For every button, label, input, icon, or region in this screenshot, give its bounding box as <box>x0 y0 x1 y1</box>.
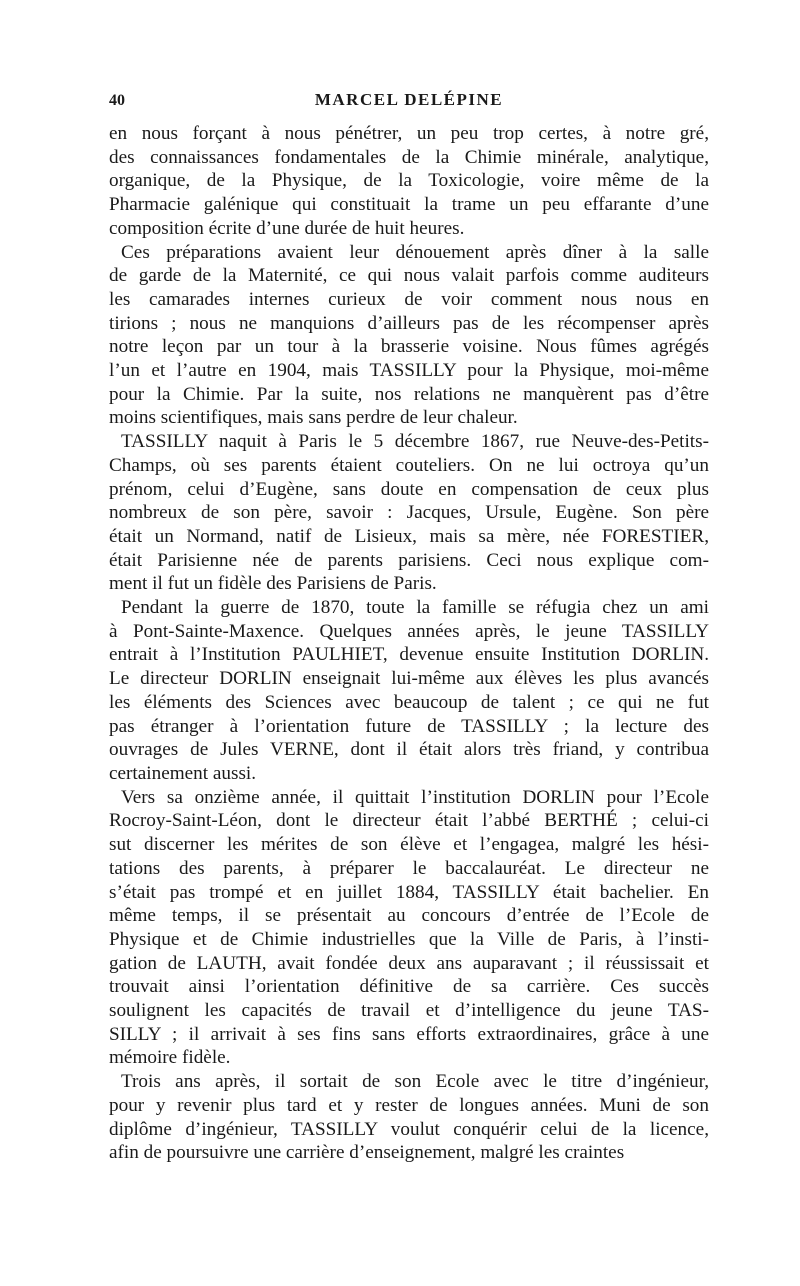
text-line: Physique et de Chimie industrielles que la Ville de Paris, à l’insti- <box>109 928 709 950</box>
text-line: ment il fut un fidèle des Parisiens de Paris. <box>109 573 437 595</box>
text-line: tirions ; nous ne manquions d’ailleurs pas de les récompenser après <box>109 312 709 334</box>
text-line: Pendant la guerre de 1870, toute la famille se réfugia chez un ami <box>121 597 709 619</box>
text-line: prénom, celui d’Eugène, sans doute en compensation de ceux plus <box>109 478 709 500</box>
text-line: pas étranger à l’orientation future de TASSILLY ; la lecture des <box>109 715 709 737</box>
text-line: Ces préparations avaient leur dénouement après dîner à la salle <box>121 241 709 263</box>
running-head: MARCEL DELÉPINE <box>314 90 504 109</box>
text-line: pour la Chimie. Par la suite, nos relations ne manquèrent pas d’être <box>109 383 709 405</box>
text-line: en nous forçant à nous pénétrer, un peu trop certes, à notre gré, <box>109 123 709 144</box>
text-line: à Pont-Sainte-Maxence. Quelques années après, le jeune TASSILLY <box>109 620 709 642</box>
text-line: Vers sa onzième année, il quittait l’institution DORLIN pour l’Ecole <box>121 786 709 808</box>
text-line: TASSILLY naquit à Paris le 5 décembre 1867, rue Neuve-des-Petits- <box>121 431 709 453</box>
book-page <box>109 88 709 1165</box>
text-line: mémoire fidèle. <box>109 1047 231 1069</box>
paragraph <box>109 1070 709 1165</box>
text-line: tations des parents, à préparer le baccalauréat. Le directeur ne <box>109 857 709 879</box>
text-line: trouvait ainsi l’orientation définitive de sa carrière. Ces succès <box>109 976 709 998</box>
text-line: l’un et l’autre en 1904, mais TASSILLY pour la Physique, moi-même <box>109 360 709 382</box>
text-line: était Parisienne née de parents parisiens. Ceci nous explique com- <box>109 549 709 571</box>
paragraph <box>109 122 709 241</box>
text-line: soulignent les capacités de travail et d’intelligence du jeune TAS- <box>109 1000 709 1022</box>
text-line: certainement aussi. <box>109 762 257 784</box>
text-line: pour y revenir plus tard et y rester de longues années. Muni de son <box>109 1094 709 1116</box>
paragraph <box>109 786 709 1070</box>
text-line: composition écrite d’une durée de huit heures. <box>109 217 465 239</box>
text-line: les camarades internes curieux de voir comment nous nous en <box>109 288 709 310</box>
page-header <box>109 88 709 122</box>
text-line: gation de LAUTH, avait fondée deux ans auparavant ; il réussissait et <box>109 952 709 974</box>
text-line: ouvrages de Jules VERNE, dont il était alors très friand, y contribua <box>109 739 709 761</box>
text-line: nombreux de son père, savoir : Jacques, Ursule, Eugène. Son père <box>109 502 709 524</box>
text-line: moins scientifiques, mais sans perdre de leur chaleur. <box>109 407 518 429</box>
paragraph <box>109 430 709 596</box>
text-line: notre leçon par un tour à la brasserie voisine. Nous fûmes agrégés <box>109 336 709 358</box>
text-line: sut discerner les mérites de son élève et l’engagea, malgré les hési- <box>109 834 709 856</box>
text-line: afin de poursuivre une carrière d’enseignement, malgré les craintes <box>109 1142 625 1164</box>
text-line: des connaissances fondamentales de la Chimie minérale, analytique, <box>109 146 709 168</box>
text-line: Trois ans après, il sortait de son Ecole avec le titre d’ingénieur, <box>121 1071 709 1093</box>
text-line: Champs, où ses parents étaient couteliers. On ne lui octroya qu’un <box>109 454 709 476</box>
text-line: Le directeur DORLIN enseignait lui-même aux élèves les plus avancés <box>109 668 709 690</box>
paragraph <box>109 596 709 786</box>
text-line: s’était pas trompé et en juillet 1884, TASSILLY était bachelier. En <box>109 881 709 903</box>
page-number: 40 <box>109 92 125 109</box>
text-line: de garde de la Maternité, ce qui nous valait parfois comme auditeurs <box>109 265 709 287</box>
text-line: Rocroy-Saint-Léon, dont le directeur était l’abbé BERTHÉ ; celui-ci <box>109 810 709 832</box>
paragraph <box>109 241 709 431</box>
text-line: organique, de la Physique, de la Toxicologie, voire même de la <box>109 170 709 192</box>
text-line: entrait à l’Institution PAULHIET, devenue ensuite Institution DORLIN. <box>109 644 709 666</box>
body-text <box>109 122 709 1165</box>
text-line: Pharmacie galénique qui constituait la trame un peu effarante d’une <box>109 194 709 216</box>
text-line: les éléments des Sciences avec beaucoup de talent ; ce qui ne fut <box>109 691 709 713</box>
text-line: était un Normand, natif de Lisieux, mais sa mère, née FORESTIER, <box>109 525 709 547</box>
text-line: SILLY ; il arrivait à ses fins sans efforts extraordinaires, grâce à une <box>109 1023 709 1045</box>
text-line: diplôme d’ingénieur, TASSILLY voulut conquérir celui de la licence, <box>109 1118 709 1140</box>
text-line: même temps, il se présentait au concours d’entrée de l’Ecole de <box>109 905 709 927</box>
